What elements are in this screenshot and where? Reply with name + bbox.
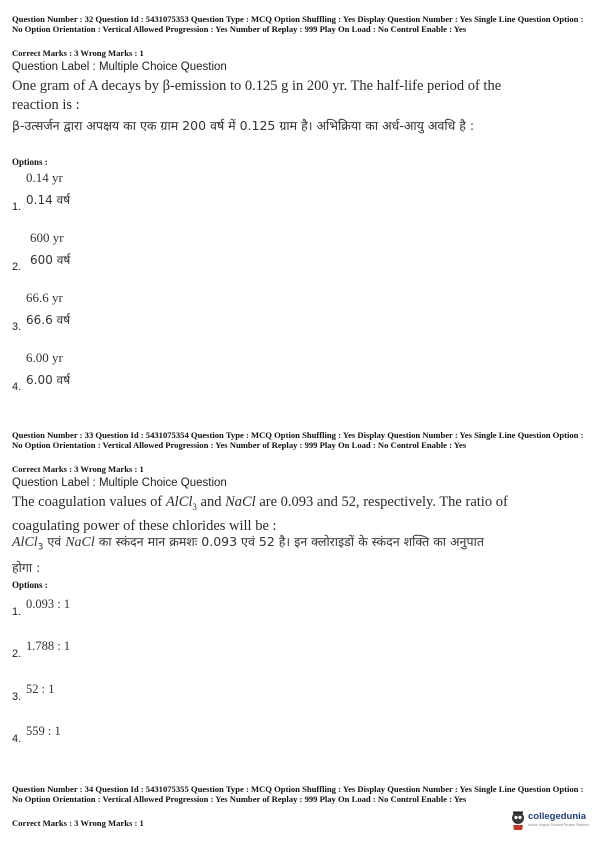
- logo-mascot-icon: [510, 810, 526, 830]
- option-text-english: 0.14 yr: [26, 170, 63, 185]
- question-32-options-label: Options :: [12, 157, 48, 167]
- question-33-meta: Question Number : 33 Question Id : 5431075354 Question Type : MCQ Option Shuffling : Yes Display Question Number : Yes Single Line Question Option : No Option Orientation : Vertical Allowed Progression : Yes Number of Replay : 999 Play On Load : No Control Enable : Yes: [12, 430, 584, 450]
- option-text-hindi: 0.14 वर्ष: [26, 193, 71, 207]
- option-text-english: 6.00 yr: [26, 350, 63, 365]
- question-33-marks: Correct Marks : 3 Wrong Marks : 1: [12, 464, 144, 474]
- option-number: 1.: [12, 201, 22, 213]
- option-number: 1.: [12, 606, 22, 618]
- option-value: 559 : 1: [26, 724, 61, 738]
- question-34-marks: Correct Marks : 3 Wrong Marks : 1: [12, 818, 144, 828]
- option-number: 4.: [12, 733, 22, 745]
- question-33-label: Question Label : Multiple Choice Question: [12, 477, 227, 489]
- question-33-text-hindi: AlCl$_3$ एवं NaCl का स्कंदन मान क्रमशः 0.093 एवं 52 है। इन क्लोराइडों के स्कंदन शक्ति का अनुपात होगा :: [12, 534, 484, 575]
- option-number: 2.: [12, 261, 22, 273]
- option-text-english: 66.6 yr: [26, 290, 63, 305]
- question-32-meta: Question Number : 32 Question Id : 5431075353 Question Type : MCQ Option Shuffling : Yes Display Question Number : Yes Single Line Question Option : No Option Orientation : Vertical Allowed Progression : Yes Number of Replay : 999 Play On Load : No Control Enable : Yes: [12, 14, 584, 34]
- question-32-marks: Correct Marks : 3 Wrong Marks : 1: [12, 48, 144, 58]
- option-value: 52 : 1: [26, 682, 55, 696]
- question-33-text-english: The coagulation values of AlCl$_3$ and NaCl are 0.093 and 52, respectively. The ratio of coagulating power of these chlorides will be :: [12, 494, 508, 534]
- logo-tagline: India's largest Student Review Platform: [528, 823, 589, 827]
- question-34-meta: Question Number : 34 Question Id : 5431075355 Question Type : MCQ Option Shuffling : Yes Display Question Number : Yes Single Line Question Option : No Option Orientation : Vertical Allowed Progression : Yes Number of Replay : 999 Play On Load : No Control Enable : Yes: [12, 784, 584, 804]
- collegedunia-logo: [510, 808, 590, 834]
- question-32-text-english: One gram of A decays by β-emission to 0.125 g in 200 yr. The half-life period of the reaction is :: [12, 78, 502, 113]
- question-32-text-hindi: β-उत्सर्जन द्वारा अपक्षय का एक ग्राम 200 वर्ष में 0.125 ग्राम है। अभिक्रिया का अर्ध-आयु अवधि है :: [12, 118, 475, 133]
- option-text-english: 600 yr: [30, 230, 64, 245]
- question-32-label: Question Label : Multiple Choice Question: [12, 61, 227, 73]
- option-value: 0.093 : 1: [26, 597, 71, 611]
- option-text-hindi: 6.00 वर्ष: [26, 373, 71, 387]
- option-number: 3.: [12, 321, 22, 333]
- question-33-options-label: Options :: [12, 580, 48, 590]
- option-value: 1.788 : 1: [26, 639, 71, 653]
- option-text-hindi: 66.6 वर्ष: [26, 313, 71, 327]
- option-number: 4.: [12, 381, 22, 393]
- option-number: 2.: [12, 648, 22, 660]
- option-text-hindi: 600 वर्ष: [30, 253, 71, 267]
- option-number: 3.: [12, 691, 22, 703]
- logo-wordmark: collegedunia: [528, 811, 587, 822]
